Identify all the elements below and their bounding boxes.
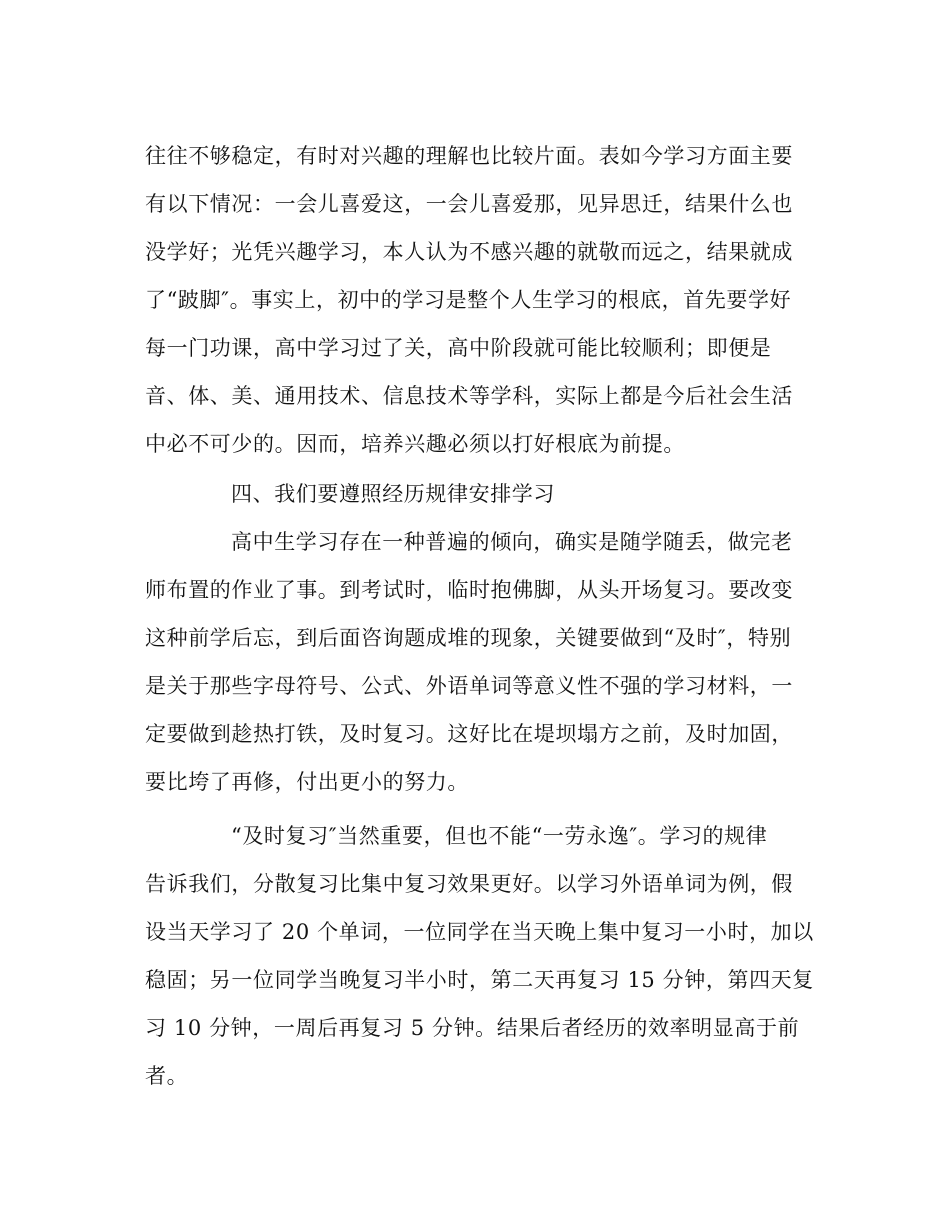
paragraph-line: 告诉我们，分散复习比集中复习效果更好。以学习外语单词为例，假 bbox=[145, 872, 793, 896]
paragraph-line: 是关于那些字母符号、公式、外语单词等意义性不强的学习材料，一 bbox=[145, 674, 793, 698]
paragraph-line: 习 10 分钟，一周后再复习 5 分钟。结果后者经历的效率明显高于前 bbox=[145, 1016, 800, 1040]
paragraph-line: 者。 bbox=[145, 1064, 189, 1088]
paragraph-line: 没学好；光凭兴趣学习，本人认为不感兴趣的就敬而远之，结果就成 bbox=[145, 240, 793, 264]
paragraph-line: 音、体、美、通用技术、信息技术等学科，实际上都是今后社会生活 bbox=[145, 384, 793, 408]
paragraph-line: 中必不可少的。因而，培养兴趣必须以打好根底为前提。 bbox=[145, 432, 685, 456]
paragraph-line: 师布置的作业了事。到考试时，临时抱佛脚，从头开场复习。要改变 bbox=[145, 578, 793, 602]
paragraph-line: 要比垮了再修，付出更小的努力。 bbox=[145, 770, 469, 794]
paragraph-line: 稳固；另一位同学当晚复习半小时，第二天再复习 15 分钟，第四天复 bbox=[145, 968, 814, 992]
section-heading: 四、我们要遵照经历规律安排学习 bbox=[231, 482, 555, 506]
paragraph-line: 往往不够稳定，有时对兴趣的理解也比较片面。表如今学习方面主要 bbox=[145, 144, 793, 168]
paragraph-line: 高中生学习存在一种普遍的倾向，确实是随学随丢，做完老 bbox=[231, 530, 793, 554]
paragraph-line: 有以下情况：一会儿喜爱这，一会儿喜爱那，见异思迁，结果什么也 bbox=[145, 192, 793, 216]
paragraph-line: 这种前学后忘，到后面咨询题成堆的现象，关键要做到“及时″，特别 bbox=[145, 626, 792, 650]
paragraph-line: 设当天学习了 20 个单词，一位同学在当天晚上集中复习一小时，加以 bbox=[145, 920, 814, 944]
paragraph-line: 每一门功课，高中学习过了关，高中阶段就可能比较顺利；即便是 bbox=[145, 336, 772, 360]
paragraph-line: 定要做到趁热打铁，及时复习。这好比在堤坝塌方之前，及时加固， bbox=[145, 722, 793, 746]
paragraph-line: 了“跛脚″。事实上，初中的学习是整个人生学习的根底，首先要学好 bbox=[145, 288, 792, 312]
paragraph-line: “及时复习″当然重要，但也不能“一劳永逸″。学习的规律 bbox=[231, 824, 768, 848]
